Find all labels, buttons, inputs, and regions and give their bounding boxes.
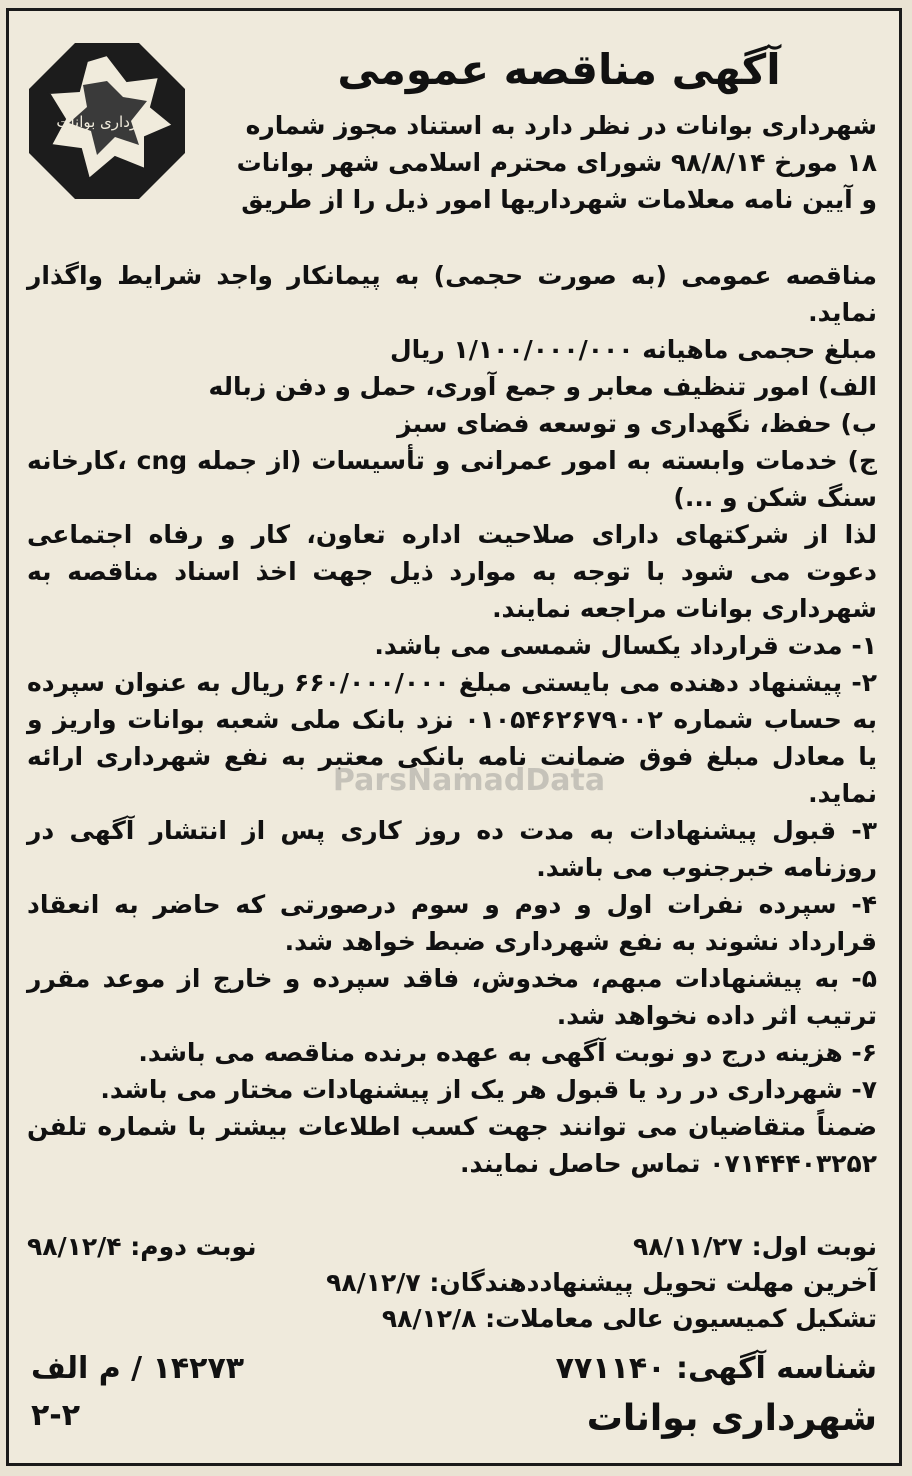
- footer: [31, 1351, 877, 1439]
- body-line: ب) حفظ، نگهداری و توسعه فضای سبز: [397, 409, 877, 438]
- condition-item: ۵- به پیشنهادات مبهم، مخدوش، فاقد سپرده و خارج از موعد مقرر ترتیب اثر داده نخواهد شد.: [27, 964, 877, 1030]
- condition-item: ۱- مدت قرارداد یکسال شمسی می باشد.: [374, 631, 877, 660]
- condition-item: ۲- پیشنهاد دهنده می بایستی مبلغ ۶۶۰/۰۰۰/۰۰۰ ریال به عنوان سپرده به حساب شماره ۰۱۰۵۴۶۲۶۷۹۰۰۲ نزد بانک ملی شعبه بوانات واریز و یا معادل مبلغ فوق ضمانت نامه بانکی معتبر به نفع شهرداری ارائه نماید.: [27, 668, 878, 808]
- condition-item: ۶- هزینه درج دو نوبت آگهی به عهده برنده مناقصه می باشد.: [138, 1038, 877, 1067]
- body-line: الف) امور تنظیف معابر و جمع آوری، حمل و دفن زباله: [208, 372, 877, 401]
- condition-item: ۳- قبول پیشنهادات به مدت ده روز کاری پس از انتشار آگهی در روزنامه خبرجنوب می باشد.: [27, 816, 877, 882]
- body-line: لذا از شرکتهای دارای صلاحیت اداره تعاون، کار و رفاه اجتماعی دعوت می شود با توجه به موارد ذیل جهت اخذ اسناد مناقصه به شهرداری بوانات مراجعه نمایند.: [27, 520, 877, 623]
- deadline-date: آخرین مهلت تحویل پیشنهاددهندگان: ۹۸/۱۲/۷: [326, 1268, 877, 1297]
- condition-item: ۴- سپرده نفرات اول و دوم و سوم درصورتی که حاضر به انعقاد قرارداد نشوند به نفع شهرداری ضبط خواهد شد.: [27, 890, 877, 956]
- intro-line: شهرداری بوانات در نظر دارد به استناد مجوز شماره: [245, 111, 877, 140]
- page-indicator: ۲-۲: [31, 1398, 81, 1433]
- watermark-text: ParsNamadData: [332, 763, 606, 798]
- intro-paragraph: [177, 107, 877, 218]
- rounds-row: [27, 1229, 877, 1265]
- body-line: مبلغ حجمی ماهیانه ۱/۱۰۰/۰۰۰/۰۰۰ ریال: [389, 335, 877, 364]
- first-round-date: نوبت اول: ۹۸/۱۱/۲۷: [633, 1232, 877, 1261]
- reference-number: ۱۴۲۷۳ / م الف: [31, 1351, 245, 1386]
- municipality-signature: شهرداری بوانات: [586, 1398, 877, 1439]
- notice-body: [27, 257, 877, 1182]
- second-round-date: نوبت دوم: ۹۸/۱۲/۴: [27, 1232, 257, 1261]
- ad-id: شناسه آگهی: ۷۷۱۱۴۰: [555, 1351, 877, 1386]
- dates-block: [27, 1229, 877, 1337]
- intro-line: و آیین نامه معلامات شهرداریها امور ذیل را از طریق: [241, 185, 877, 214]
- footer-ids: [31, 1351, 877, 1386]
- commission-date: تشکیل کمیسیون عالی معاملات: ۹۸/۱۲/۸: [381, 1304, 877, 1333]
- tender-notice: [6, 8, 902, 1466]
- condition-item: ۷- شهرداری در رد یا قبول هر یک از پیشنهادات مختار می باشد.: [100, 1075, 877, 1104]
- notice-title: آگهی مناقصه عمومی: [337, 45, 781, 94]
- body-line: ج) خدمات وابسته به امور عمرانی و تأسیسات (از جمله cng ،کارخانه سنگ شکن و ...): [27, 446, 877, 512]
- municipality-logo: [27, 41, 187, 201]
- body-line: مناقصه عمومی (به صورت حجمی) به پیمانکار واجد شرایط واگذار نماید.: [27, 261, 877, 327]
- logo-text: شهرداری بوانات: [56, 113, 158, 131]
- footer-signature: [31, 1398, 877, 1439]
- intro-line: ۱۸ مورخ ۹۸/۸/۱۴ شورای محترم اسلامی شهر بوانات: [236, 148, 877, 177]
- contact-line: ضمناً متقاضیان می توانند جهت کسب اطلاعات بیشتر با شماره تلفن ۰۷۱۴۴۴۰۳۲۵۲ تماس حاصل نمایند.: [27, 1112, 877, 1178]
